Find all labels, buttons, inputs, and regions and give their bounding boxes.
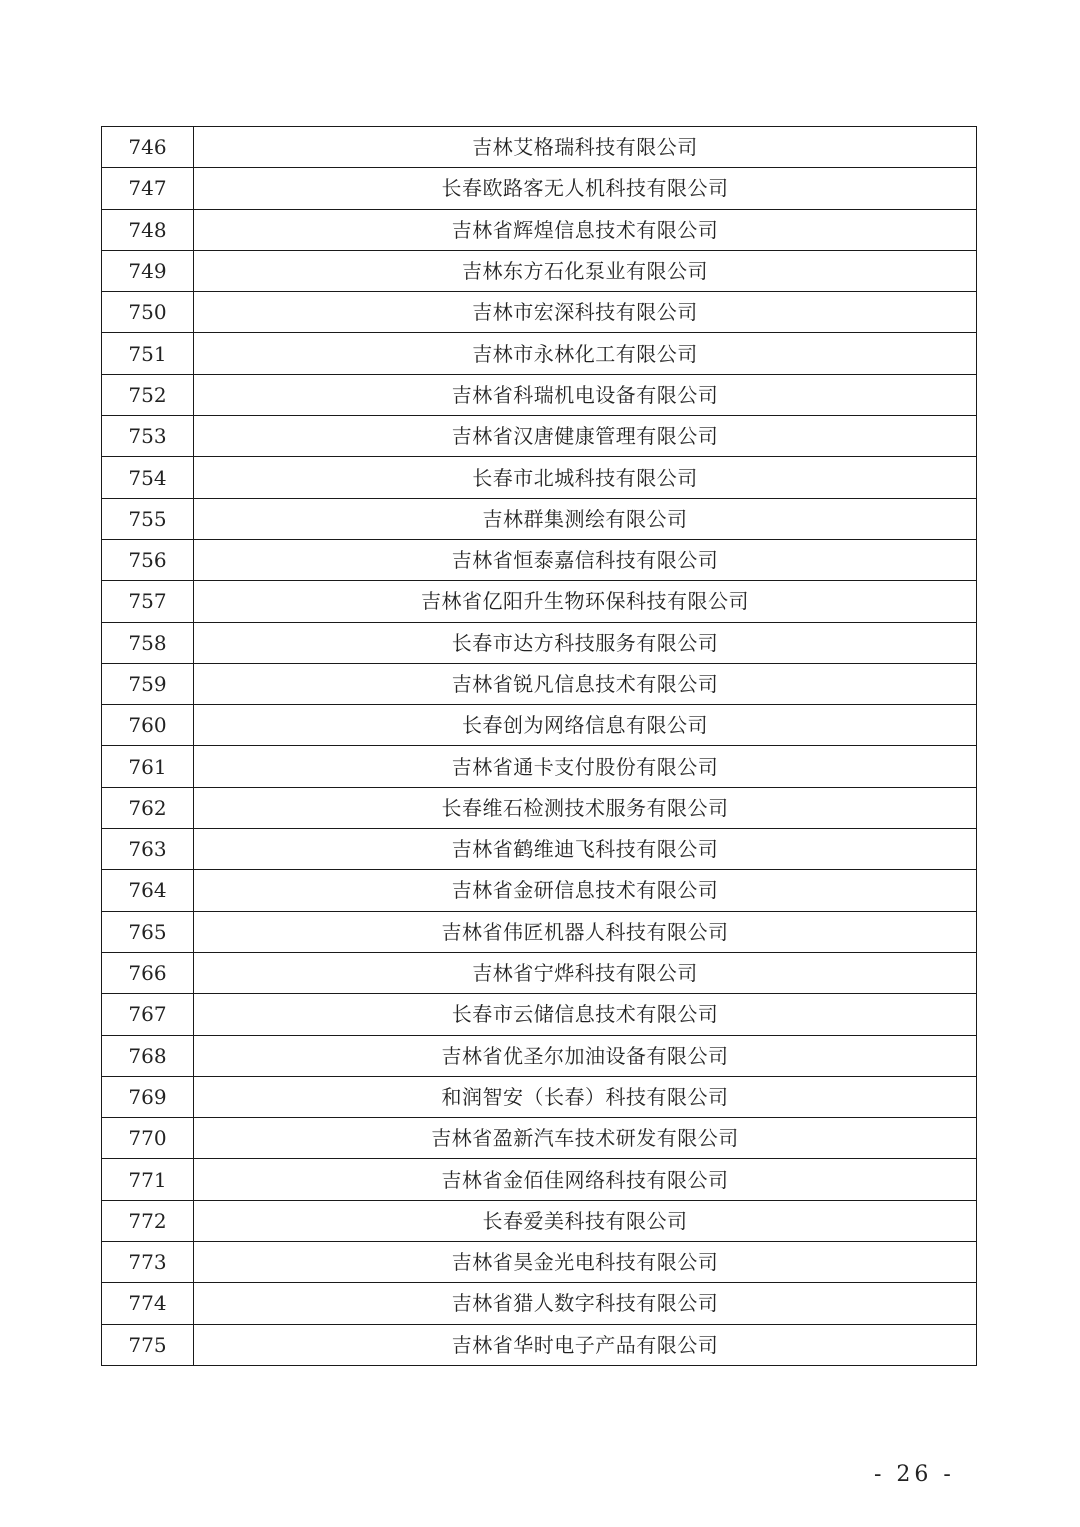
company-list-table [101,126,977,1366]
company-name-cell: 吉林省伟匠机器人科技有限公司 [194,911,977,952]
row-number-cell: 763 [102,829,194,870]
company-name-cell: 吉林省盈新汽车技术研发有限公司 [194,1118,977,1159]
company-name-cell: 吉林省恒泰嘉信科技有限公司 [194,539,977,580]
table-row [102,746,977,787]
company-name-cell: 吉林省辉煌信息技术有限公司 [194,209,977,250]
table-row [102,1242,977,1283]
row-number-cell: 775 [102,1324,194,1365]
row-number-cell: 752 [102,374,194,415]
company-name-cell: 吉林省宁烨科技有限公司 [194,952,977,993]
company-name-cell: 吉林省猎人数字科技有限公司 [194,1283,977,1324]
table-row [102,581,977,622]
table-row [102,539,977,580]
table-row [102,663,977,704]
company-name-cell: 长春爱美科技有限公司 [194,1200,977,1241]
row-number-cell: 772 [102,1200,194,1241]
company-name-cell: 吉林省通卡支付股份有限公司 [194,746,977,787]
company-name-cell: 和润智安（长春）科技有限公司 [194,1076,977,1117]
company-name-cell: 吉林群集测绘有限公司 [194,498,977,539]
table-row [102,787,977,828]
row-number-cell: 755 [102,498,194,539]
table-row [102,1118,977,1159]
row-number-cell: 764 [102,870,194,911]
row-number-cell: 767 [102,994,194,1035]
row-number-cell: 751 [102,333,194,374]
table-row [102,1035,977,1076]
table-row [102,374,977,415]
row-number-cell: 771 [102,1159,194,1200]
company-name-cell: 吉林省科瑞机电设备有限公司 [194,374,977,415]
table-row [102,1076,977,1117]
page-number: - 26 - [874,1462,955,1487]
table-row [102,416,977,457]
company-name-cell: 长春市北城科技有限公司 [194,457,977,498]
company-name-cell: 吉林省金研信息技术有限公司 [194,870,977,911]
row-number-cell: 762 [102,787,194,828]
row-number-cell: 748 [102,209,194,250]
company-list-body [102,127,977,1366]
company-name-cell: 长春市达方科技服务有限公司 [194,622,977,663]
company-name-cell: 吉林市永林化工有限公司 [194,333,977,374]
company-name-cell: 吉林市宏深科技有限公司 [194,292,977,333]
company-name-cell: 吉林省锐凡信息技术有限公司 [194,663,977,704]
company-name-cell: 吉林省昊金光电科技有限公司 [194,1242,977,1283]
table-row [102,705,977,746]
row-number-cell: 749 [102,250,194,291]
row-number-cell: 757 [102,581,194,622]
row-number-cell: 766 [102,952,194,993]
table-row [102,1200,977,1241]
row-number-cell: 765 [102,911,194,952]
table-row [102,1324,977,1365]
company-name-cell: 吉林省亿阳升生物环保科技有限公司 [194,581,977,622]
table-row [102,250,977,291]
table-row [102,1283,977,1324]
row-number-cell: 773 [102,1242,194,1283]
row-number-cell: 770 [102,1118,194,1159]
table-row [102,829,977,870]
table-row [102,457,977,498]
table-row [102,994,977,1035]
table-row [102,911,977,952]
table-row [102,127,977,168]
table-row [102,622,977,663]
company-name-cell: 吉林艾格瑞科技有限公司 [194,127,977,168]
row-number-cell: 759 [102,663,194,704]
row-number-cell: 769 [102,1076,194,1117]
table-row [102,952,977,993]
table-row [102,209,977,250]
table-row [102,498,977,539]
company-name-cell: 吉林东方石化泵业有限公司 [194,250,977,291]
row-number-cell: 768 [102,1035,194,1076]
company-name-cell: 吉林省鹤维迪飞科技有限公司 [194,829,977,870]
row-number-cell: 746 [102,127,194,168]
company-name-cell: 吉林省优圣尔加油设备有限公司 [194,1035,977,1076]
company-name-cell: 长春市云储信息技术有限公司 [194,994,977,1035]
row-number-cell: 753 [102,416,194,457]
row-number-cell: 747 [102,168,194,209]
row-number-cell: 750 [102,292,194,333]
company-name-cell: 吉林省华时电子产品有限公司 [194,1324,977,1365]
row-number-cell: 760 [102,705,194,746]
company-name-cell: 长春创为网络信息有限公司 [194,705,977,746]
table-row [102,292,977,333]
table-row [102,870,977,911]
row-number-cell: 754 [102,457,194,498]
table-row [102,168,977,209]
table-row [102,333,977,374]
company-name-cell: 长春维石检测技术服务有限公司 [194,787,977,828]
row-number-cell: 774 [102,1283,194,1324]
company-name-cell: 吉林省汉唐健康管理有限公司 [194,416,977,457]
company-name-cell: 长春欧路客无人机科技有限公司 [194,168,977,209]
table-row [102,1159,977,1200]
company-name-cell: 吉林省金佰佳网络科技有限公司 [194,1159,977,1200]
row-number-cell: 761 [102,746,194,787]
row-number-cell: 758 [102,622,194,663]
row-number-cell: 756 [102,539,194,580]
